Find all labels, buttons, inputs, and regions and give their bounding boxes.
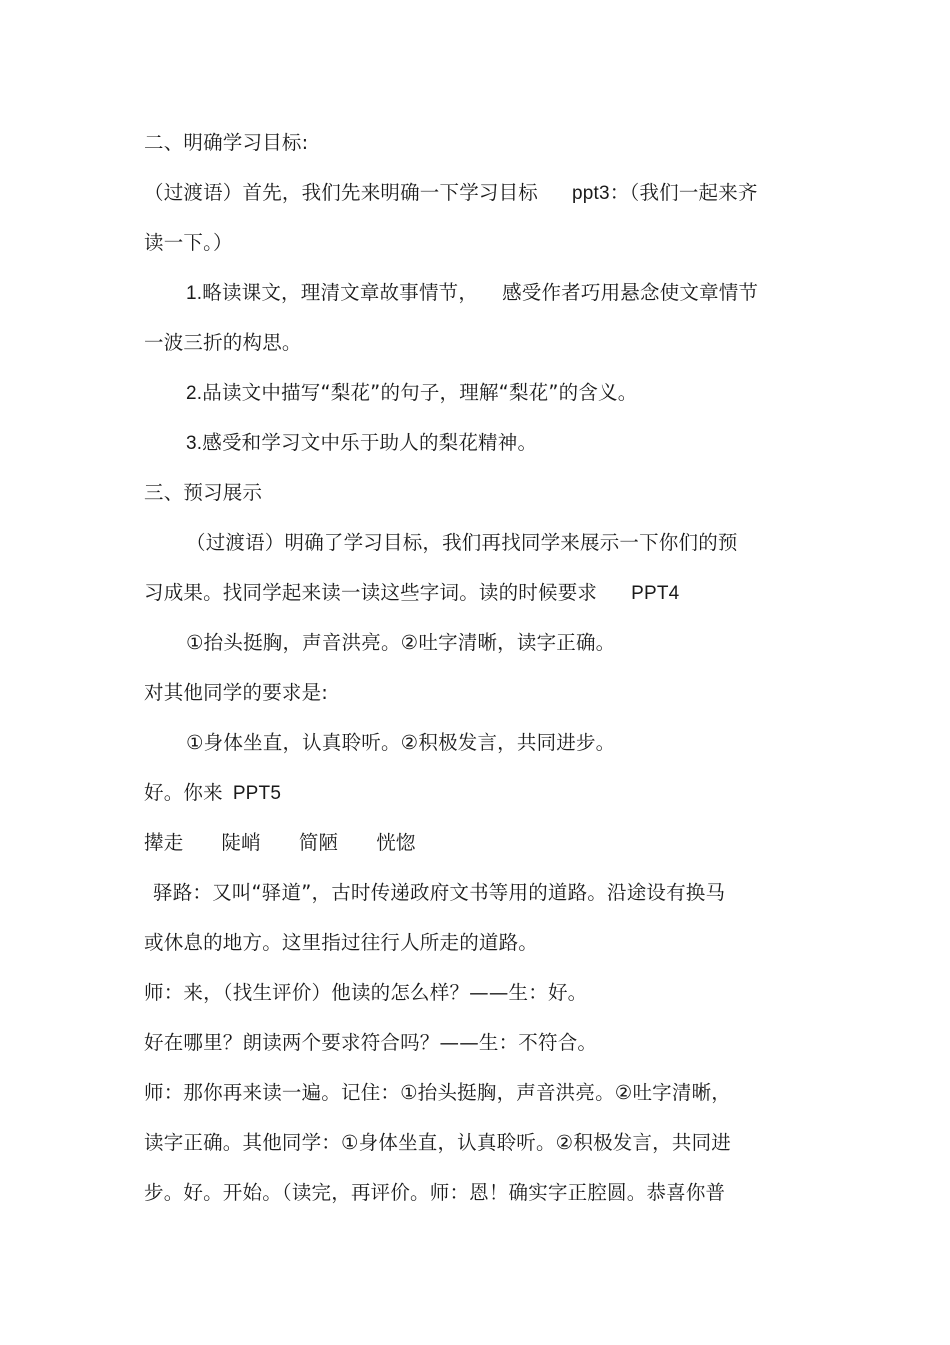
- you-come-text: 好。你来: [144, 781, 223, 804]
- yilu-definition-line-1: 驿路：又叫“驿道”，古时传递政府文书等用的道路。沿途设有换马: [153, 881, 726, 904]
- transition-text: （过渡语）首先，我们先来明确一下学习目标: [144, 181, 539, 204]
- dialog-line-3: 师：那你再来读一遍。记住：①抬头挺胸，声音洪亮。②吐字清晰，: [144, 1081, 731, 1104]
- vocab-word: 简陋: [298, 831, 339, 854]
- ppt-reference: PPT4: [631, 583, 680, 604]
- ppt-reference: PPT5: [232, 783, 282, 804]
- vocabulary-words: [144, 830, 416, 856]
- transition-paragraph-2-line-2: [144, 580, 679, 607]
- goal-text-tail: 感受作者巧用悬念使文章情节: [502, 281, 759, 304]
- transition-paragraph-1-line-1: [144, 180, 758, 207]
- heading-preview: 三、预习展示: [144, 481, 263, 504]
- you-come-line: [144, 780, 281, 807]
- goal-text: 略读课文，理清文章故事情节，: [202, 281, 479, 304]
- others-requirements: ①身体坐直，认真聆听。②积极发言，共同进步。: [186, 731, 616, 754]
- yilu-definition-line-2: 或休息的地方。这里指过往行人所走的道路。: [144, 931, 539, 954]
- dialog-line-1: 师：来，（找生评价）他读的怎么样？——生：好。: [144, 981, 588, 1004]
- goal-1-line-2: 一波三折的构思。: [144, 331, 302, 354]
- ppt-reference: ppt3: [572, 183, 610, 204]
- others-requirements-heading: 对其他同学的要求是:: [144, 681, 329, 704]
- vocab-word: 撵走: [144, 831, 184, 854]
- reader-requirements: ①抬头挺胸，声音洪亮。②吐字清晰，读字正确。: [186, 631, 616, 654]
- goal-3: [186, 430, 537, 457]
- dialog-line-5: 步。好。开始。（读完，再评价。师：恩！确实字正腔圆。恭喜你普: [144, 1181, 726, 1204]
- goal-number: 1.: [186, 283, 203, 304]
- dialog-line-2: 好在哪里？朗读两个要求符合吗？——生：不符合。: [144, 1031, 598, 1054]
- goal-number: 3.: [186, 433, 203, 454]
- goal-2: [186, 380, 637, 407]
- heading-learning-goals: 二、明确学习目标:: [144, 131, 309, 154]
- transition-paragraph-2-line-1: （过渡语）明确了学习目标，我们再找同学来展示一下你们的预: [186, 531, 738, 554]
- vocab-word: 陡峭: [221, 831, 261, 854]
- transition-paragraph-1-line-2: 读一下。）: [144, 231, 233, 254]
- dialog-line-4: 读字正确。其他同学：①身体坐直，认真聆听。②积极发言，共同进: [144, 1131, 731, 1154]
- goal-number: 2.: [186, 383, 203, 404]
- transition-text-tail: ：（我们一起来齐: [609, 181, 758, 204]
- transition-text: 习成果。找同学起来读一读这些字词。读的时候要求: [144, 581, 598, 604]
- goal-text: 感受和学习文中乐于助人的梨花精神。: [202, 431, 538, 454]
- vocab-word: 恍惚: [376, 831, 416, 854]
- goal-1-line-1: [186, 280, 758, 307]
- goal-text: 品读文中描写“梨花”的句子，理解“梨花”的含义。: [202, 381, 638, 404]
